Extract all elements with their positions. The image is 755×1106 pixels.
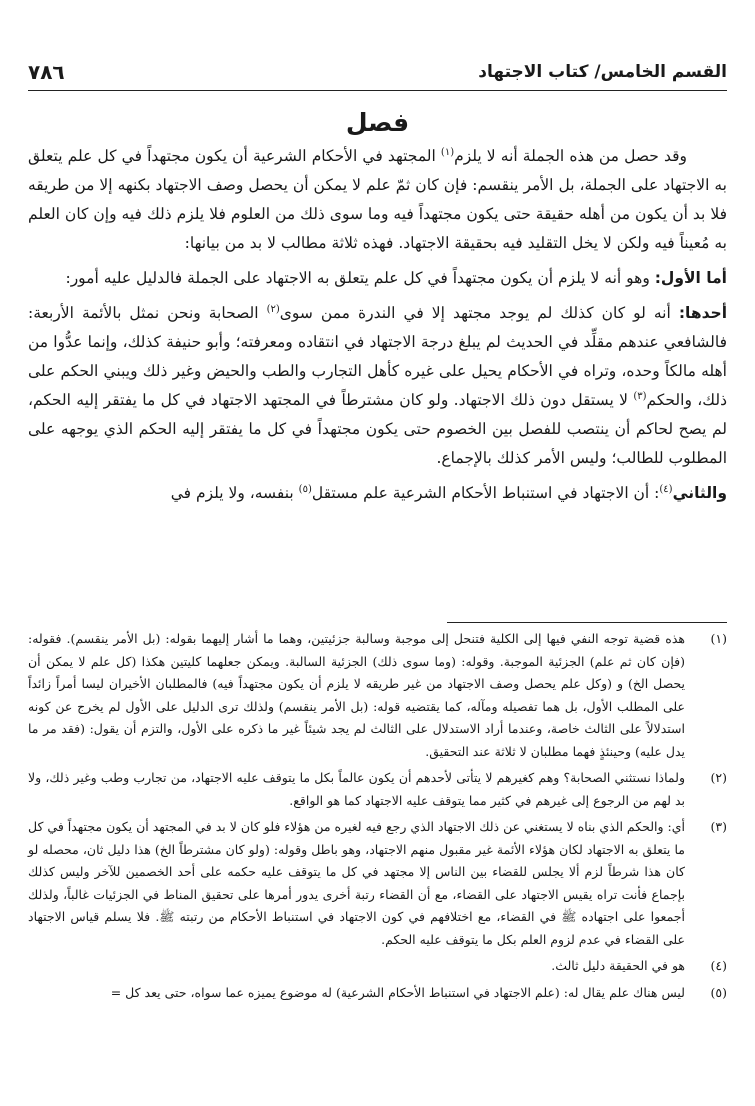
paragraph-lead: والثاني [672, 484, 727, 502]
footnote-ref: (٤) [659, 483, 673, 495]
footnote-text: هذه قضية توجه النفي فيها إلى الكلية فتنحل إلى موجبة وسالبة جزئيتين، وهما ما أشار إليهما بقوله: (بل الأمر ينقسم). فقوله: (فإن كان ثم علم) الجزئية الموجبة. وقوله: (وما سوى ذلك) الجزئية السالبة. ويمكن جعلهما كليتين هكذا (كل علم لا يمكن أن يحصل الخ) و (وكل علم يحصل وصف الاجتهاد من غير طريقه لا يلزم أن يكون مجتهداً فيه) فالمطلبان الأخيران ليسا أمراً زائداً على المطلب الأول، بل هما تفصيله ومآله، كما يقتضيه قوله: (بل الأمر ينقسم) ولذلك ترى الدليل على الأول لم يخرج عن كونه استدلالاً على الثالث خاصة، وعندما أراد الاستدلال على الثالث لم يجد شيئاً غير ما ذكره على الأول، والتزم أن يقول: (فقد مر ما يدل عليه) وحينئذٍ فهما مطلبان لا ثلاثة عند التحقيق. [28, 631, 685, 759]
footnote-ref: (١) [440, 146, 455, 158]
footnote-text: هو في الحقيقة دليل ثالث. [551, 958, 685, 973]
paragraph-1 [28, 142, 727, 258]
paragraph-lead: أحدها: [678, 304, 728, 322]
footnote-number: (٥) [710, 984, 727, 1000]
main-text [28, 142, 727, 514]
paragraph-4 [28, 479, 727, 508]
paragraph-text: المجتهد في الأحكام الشرعية أن يكون مجتهداً في كل علم يتعلق به الاجتهاد على الجملة، بل الأمر ينقسم: فإن كان ثمّ علم لا يمكن أن يحصل وصف الاجتهاد بكنهه إلا من طريقه فلا بد أن يكون من أهله حقيقة حتى يكون مجتهداً فيه وما سوى ذلك من العلوم فلا يلزم ذلك فيه وإن كان العلم به مُعيناً فيه ولكن لا يخل التقليد فيه بحقيقة الاجتهاد. فهذه ثلاثة مطالب لا بد من بيانها: [28, 147, 727, 252]
paragraph-lead: أما الأول: [654, 269, 727, 287]
footnote [28, 982, 727, 1005]
footnote-number: (٤) [710, 958, 727, 973]
footnote-number: (٣) [710, 819, 727, 834]
running-title: القسم الخامس/ كتاب الاجتهاد [478, 62, 727, 82]
paragraph-2 [28, 264, 727, 293]
paragraph-text: وقد حصل من هذه الجملة أنه لا يلزم [454, 147, 687, 165]
page-number: ٧٨٦ [28, 60, 65, 84]
footnote-divider [447, 622, 727, 623]
paragraph-text: أنه لو كان كذلك لم يوجد مجتهد إلا في الندرة ممن سوى [279, 304, 679, 322]
footnote-ref: (٥) [298, 483, 312, 495]
paragraph-text: : أن الاجتهاد في استنباط الأحكام الشرعية علم مستقل [311, 484, 660, 502]
footnote-text: ليس هناك علم يقال له: (علم الاجتهاد في استنباط الأحكام الشرعية) له موضوع يميزه عما سواه، حتى يعد كل = [110, 984, 685, 1000]
footnote [28, 628, 727, 763]
paragraph-3 [28, 299, 727, 473]
footnote-number: (٢) [710, 770, 727, 785]
footnotes [28, 628, 727, 1008]
paragraph-text: الصحابة ونحن نمثل بالأئمة الأربعة: فالشافعي عندهم مقلِّد في الحديث لم يبلغ درجة الاجتهاد في انتقاده ومعرفته؛ وأبو حنيفة كذلك، وإنما عدُّوا من أهله مالكاً وحده، وتراه في الأحكام يحيل على غيره كأهل التجارب والطب والحيض وغير ذلك ويبني الحكم على ذلك، والحكم [28, 304, 727, 409]
footnote [28, 816, 727, 951]
paragraph-text: وهو أنه لا يلزم أن يكون مجتهداً في كل علم يتعلق به الاجتهاد على الجملة فالدليل عليه أمور: [65, 269, 655, 287]
footnote [28, 955, 727, 978]
footnote [28, 767, 727, 812]
footnote-ref: (٣) [633, 390, 647, 402]
paragraph-text: بنفسه، ولا يلزم في [170, 484, 299, 502]
page-header [28, 58, 727, 88]
footnote-ref: (٢) [266, 303, 280, 315]
section-title: فصل [345, 108, 410, 137]
footnote-text: أي: والحكم الذي بناه لا يستغني عن ذلك الاجتهاد الذي رجع فيه لغيره من هؤلاء فلو كان لا بد في المجتهد أن يكون مجتهداً في كل ما يتعلق به الاجتهاد لكان هؤلاء الأئمة غير مقبول منهم الاجتهاد، وهو باطل وقوله: (ولو كان مشترطاً الخ) هذا دليل ثان، محصله لو كان هذا شرطاً لزم ألا يجلس للقضاء بين الناس إلا مجتهد في كل ما يتوقف عليه حكمه على أحد الخصمين للآخر وليس كذلك بإجماع فأنت تراه يقيس الاجتهاد على القضاء، مع أن القضاء رتبة أخرى يدور أمرها على تحقيق المناط في الجزئيات غالباً، ولذلك أجمعوا على اجتهاده ﷺ في القضاء، مع اختلافهم في كون الاجتهاد في استنباط الأحكام من رتبته ﷺ. فلا يسلم قياس الاجتهاد على القضاء في عدم لزوم العلم بكل ما يتوقف عليه الحكم. [28, 819, 685, 947]
footnote-text: ولماذا نستثني الصحابة؟ وهم كغيرهم لا يتأتى لأحدهم أن يكون عالماً بكل ما يتوقف عليه الاجتهاد، من تجارب وطب وغير ذلك، ولا بد لهم من الرجوع إلى غيرهم في كثير مما يتوقف عليه الاجتهاد كما هو الواقع. [28, 770, 685, 808]
footnote-number: (١) [710, 631, 727, 646]
paragraph-text: لا يستقل دون ذلك الاجتهاد. ولو كان مشترطاً في المجتهد الاجتهاد في كل ما يفتقر إليه الحكم، لم يصح لحاكم أن ينتصب للفصل بين الخصوم حتى يكون مجتهداً في كل ما يفتقر إليه الحكم الذي يوجهه على المطلوب للطالب؛ وليس الأمر كذلك بالإجماع. [28, 391, 727, 467]
header-rule [28, 90, 727, 91]
